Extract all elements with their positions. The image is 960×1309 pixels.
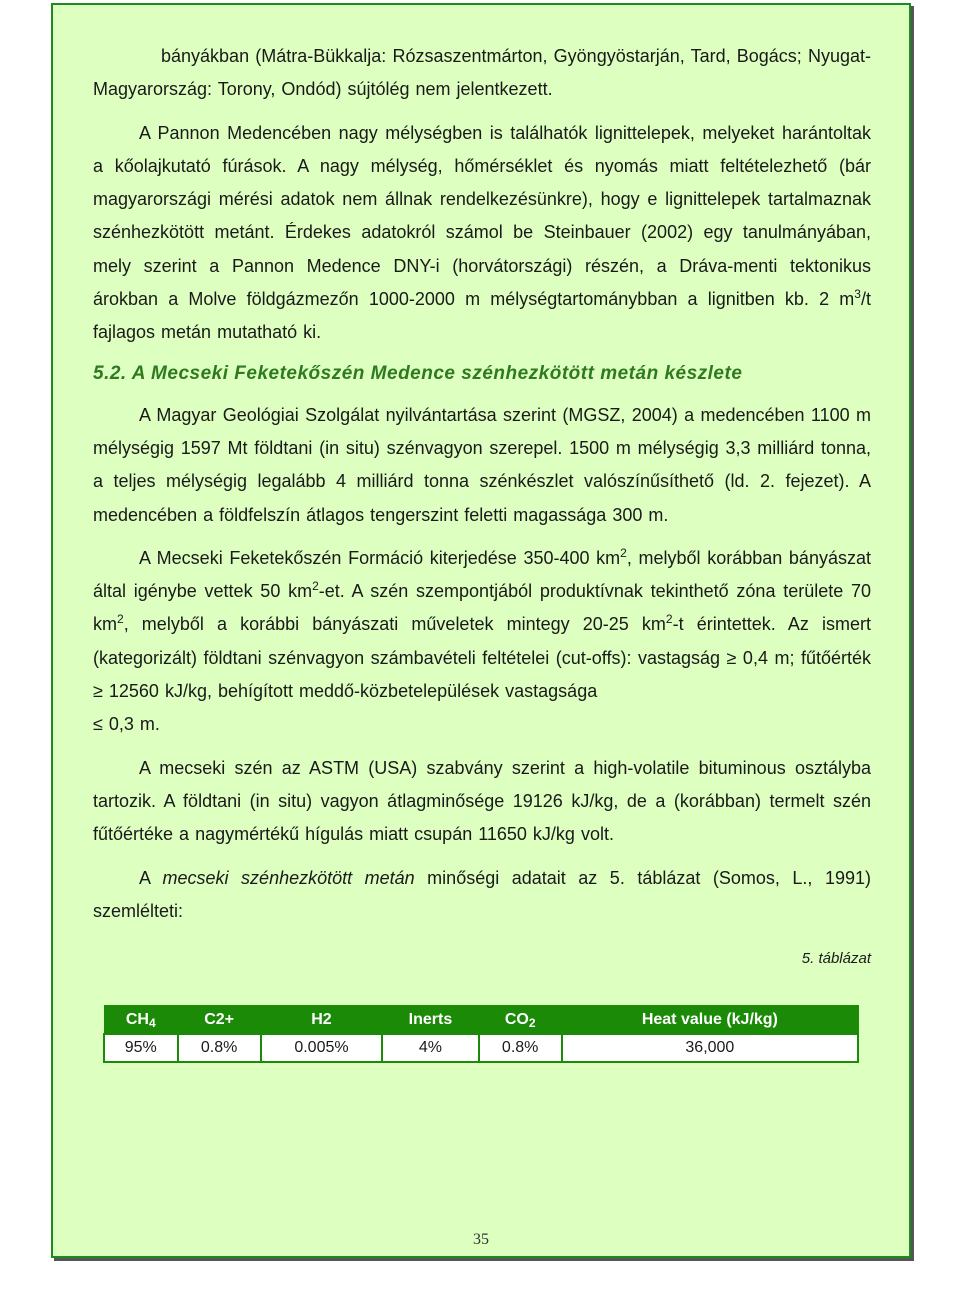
- superscript: 3: [854, 287, 861, 302]
- p4-text-g: 12560 kJ/kg, behígított meddő-közbetelepülések vastagsága: [102, 681, 598, 702]
- header-co2: [479, 1006, 562, 1035]
- paragraph-6: [93, 862, 871, 929]
- p4-text-f: 0,4 m; fűtőérték: [736, 647, 872, 668]
- p6-text-a: A: [139, 867, 163, 888]
- p4-text-a: A Mecseki Feketekőszén Formáció kiterjedése 350-400 km: [139, 547, 621, 568]
- methane-quality-table: [103, 1005, 859, 1063]
- ge-symbol: ≥: [726, 647, 737, 668]
- superscript: 2: [117, 612, 124, 627]
- paragraph-2-end: /t fajlagos metán mutatható ki.: [93, 289, 871, 343]
- le-symbol: ≤: [93, 714, 103, 735]
- document-page: [51, 3, 911, 1258]
- superscript: 2: [620, 545, 627, 560]
- header-c2: C2+: [178, 1006, 261, 1035]
- header-ch4: [104, 1006, 178, 1035]
- cell-h2: 0.005%: [261, 1034, 383, 1062]
- p6-text-b: minőségi adatait az 5. táblázat (Somos, L., 1991) szemlélteti:: [93, 867, 871, 921]
- superscript: 2: [665, 612, 673, 627]
- paragraph-2: [93, 117, 871, 350]
- section-heading: 5.2. A Mecseki Feketekőszén Medence szénhezkötött metán készlete: [93, 362, 743, 384]
- p6-emphasis: mecseki szénhezkötött metán: [162, 867, 415, 888]
- page-content: [93, 5, 871, 967]
- paragraph-5: A mecseki szén az ASTM (USA) szabvány szerint a high-volatile bituminous osztályba tartozik. A földtani (in situ) vagyon átlagminősége 19126 kJ/kg, de a (korábban) termelt szén fűtőértéke a nagymértékű hígulás miatt csupán 11650 kJ/kg volt.: [93, 757, 871, 845]
- table-row: [104, 1034, 858, 1062]
- cell-inerts: 4%: [382, 1034, 478, 1062]
- subscript: 2: [528, 1015, 536, 1030]
- cell-heat-value: 36,000: [562, 1034, 858, 1062]
- p4-text-c: -et. A szén szempontjából produktívnak tekinthető zóna területe 70 km: [93, 581, 871, 635]
- cell-c2: 0.8%: [178, 1034, 261, 1062]
- header-heat-value: Heat value (kJ/kg): [562, 1006, 858, 1035]
- p4-text-d: , melyből a korábbi bányászati műveletek mintegy 20-25 km: [123, 614, 666, 635]
- header-ch4-base: CH: [125, 1010, 149, 1028]
- cell-co2: 0.8%: [479, 1034, 562, 1062]
- subscript: 4: [148, 1015, 156, 1030]
- page-number: 35: [473, 1231, 489, 1248]
- table-caption: 5. táblázat: [801, 950, 871, 968]
- paragraph-3: A Magyar Geológiai Szolgálat nyilvántartása szerint (MGSZ, 2004) a medencében 1100 m mélységig 1597 Mt földtani (in situ) szénvagyon szerepel. 1500 m mélységig 3,3 milliárd tonna, a teljes mélységig legalább 4 milliárd tonna szénkészlet valószínűsíthető (ld. 2. fejezet). A medencében a földfelszín átlagos tengerszint feletti magassága 300 m.: [93, 404, 871, 525]
- paragraph-1: bányákban (Mátra-Bükkalja: Rózsaszentmárton, Gyöngyöstarján, Tard, Bogács; Nyugat-Magyarország: Torony, Ondód) sújtólég nem jelentkezett.: [93, 46, 871, 100]
- p4-text-e: -t érintettek. Az ismert (kategorizált) földtani szénvagyon számbavételi feltételei (cut-offs): vastagság: [93, 614, 871, 668]
- p4-text-h: 0,3 m.: [102, 714, 160, 735]
- p4-text-b: , melyből korábban bányászat által igénybe vettek 50 km: [93, 547, 871, 602]
- header-inerts: Inerts: [382, 1006, 478, 1035]
- ge-symbol: ≥: [93, 681, 103, 702]
- superscript: 2: [312, 579, 319, 594]
- cell-ch4: 95%: [104, 1034, 178, 1062]
- header-h2: H2: [261, 1006, 383, 1035]
- paragraph-4: [93, 542, 871, 742]
- table-header-row: [104, 1006, 858, 1035]
- header-co2-base: CO: [504, 1010, 529, 1028]
- paragraph-2-text: A Pannon Medencében nagy mélységben is találhatók lignittelepek, melyeket harántoltak a kőolajkutató fúrások. A nagy mélység, hőmérséklet és nyomás miatt feltételezhető (bár magyarországi mérési adatok nem állnak rendelkezésünkre), hogy e lignittelepek tartalmaznak szénhezkötött metánt. Érdekes adatokról számol be Steinbauer (2002) egy tanulmányában, mely szerint a Pannon Medence DNY-i (horvátországi) részén, a Dráva-menti tektonikus árokban a Molve földgázmezőn 1000-2000 m mélységtartománybban a lignitben kb. 2 m: [93, 122, 871, 310]
